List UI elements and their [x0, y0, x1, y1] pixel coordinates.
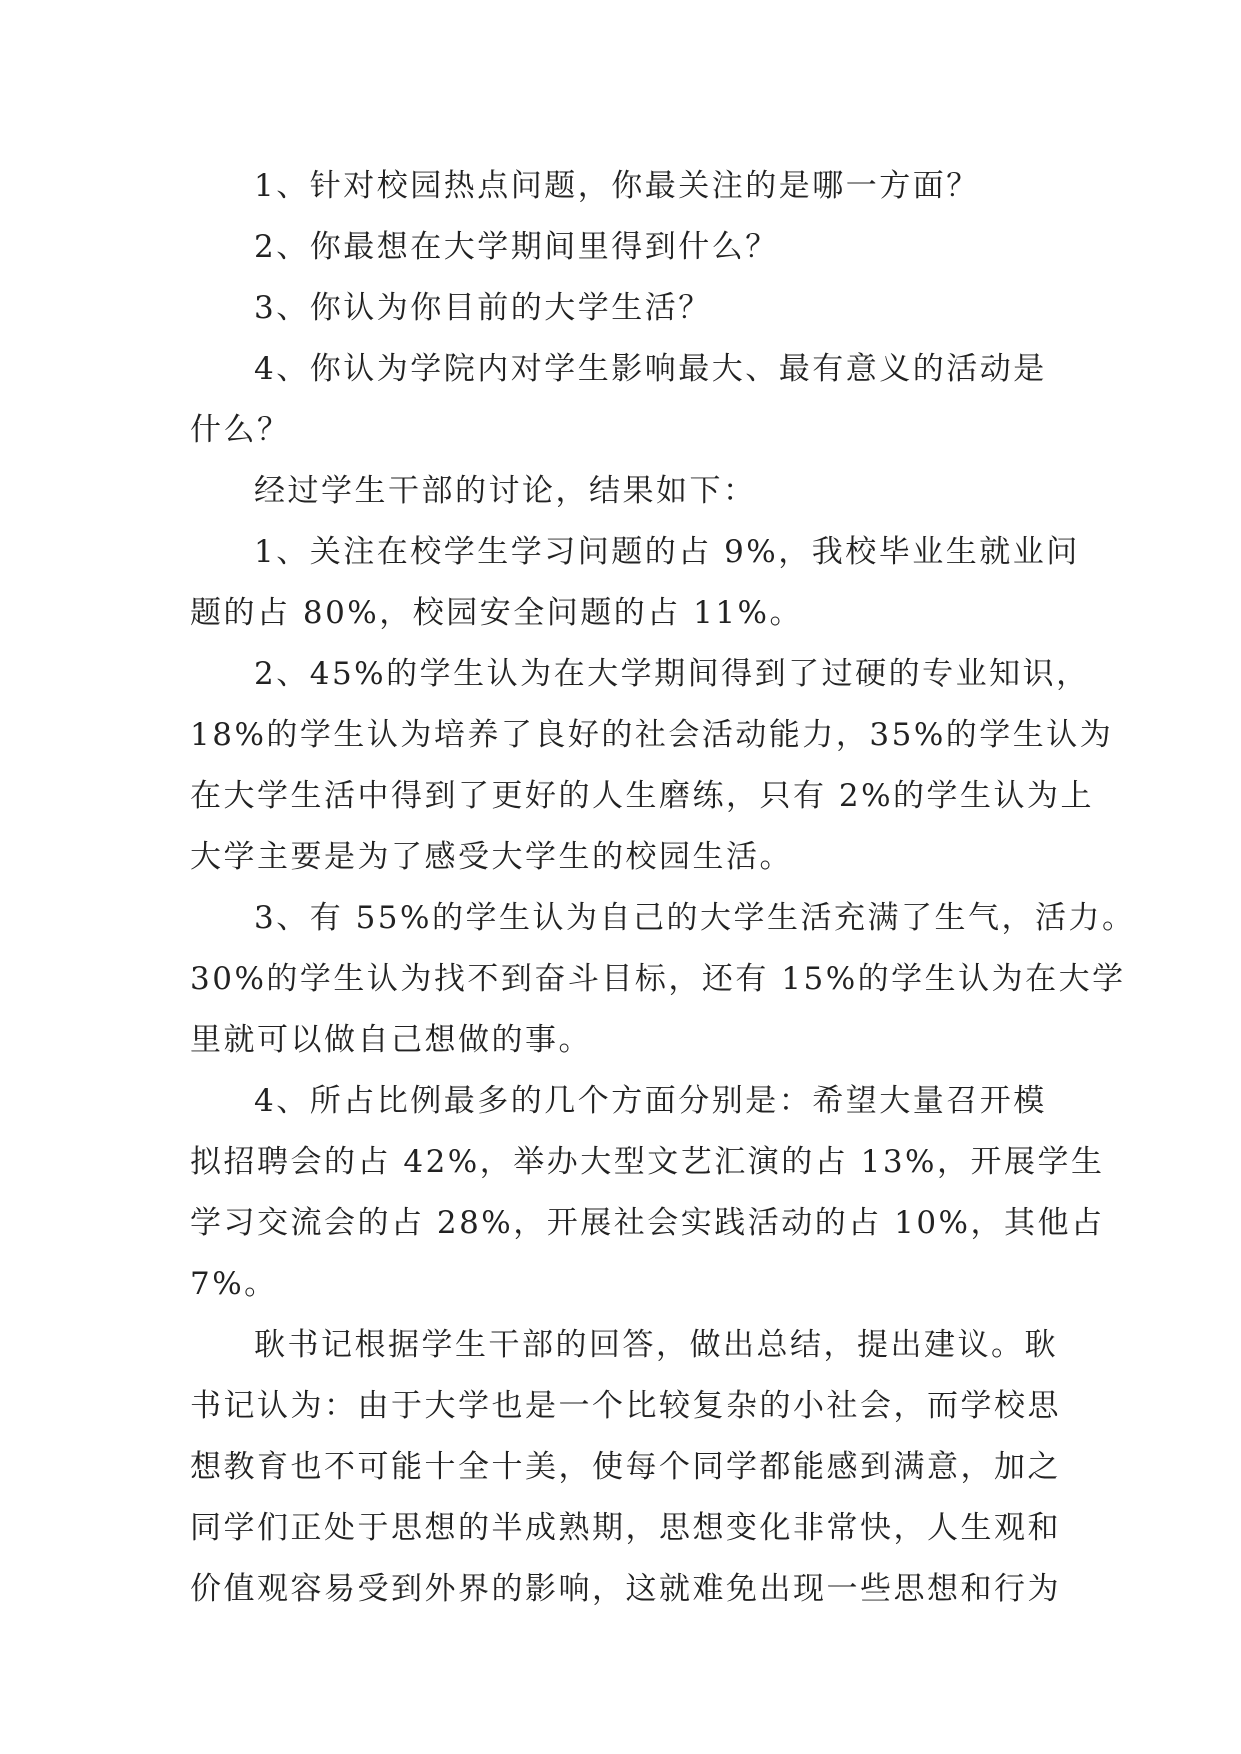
- text-line: 7%。: [190, 1266, 278, 1302]
- text-line: 2、你最想在大学期间里得到什么？: [254, 229, 779, 265]
- paragraph-question-4: [190, 339, 1050, 461]
- text-line: 大学主要是为了感受大学生的校园生活。: [190, 839, 793, 875]
- text-line: 1、针对校园热点问题，你最关注的是哪一方面？: [254, 168, 980, 204]
- text-line: 3、你认为你目前的大学生活？: [254, 290, 712, 326]
- text-line: 价值观容易受到外界的影响，这就难免出现一些思想和行为: [190, 1571, 1061, 1607]
- text-line: 拟招聘会的占 42%，举办大型文艺汇演的占 13%，开展学生: [190, 1144, 1105, 1180]
- text-line: 4、所占比例最多的几个方面分别是：希望大量召开模: [254, 1083, 1047, 1119]
- text-line: 经过学生干部的讨论，结果如下：: [254, 473, 757, 509]
- text-line: 什么？: [190, 412, 291, 448]
- text-line: 学习交流会的占 28%，开展社会实践活动的占 10%，其他占: [190, 1205, 1105, 1241]
- text-line: 耿书记根据学生干部的回答，做出总结，提出建议。耿: [254, 1327, 1058, 1363]
- paragraph-discussion-intro: [190, 461, 1050, 522]
- text-line: 1、关注在校学生学习问题的占 9%，我校毕业生就业问: [254, 534, 1080, 570]
- text-line: 30%的学生认为找不到奋斗目标，还有 15%的学生认为在大学: [190, 961, 1126, 997]
- paragraph-result-4: [190, 1071, 1105, 1315]
- text-line: 18%的学生认为培养了良好的社会活动能力，35%的学生认为: [190, 717, 1114, 753]
- paragraph-result-2: [190, 644, 1114, 888]
- document-body: [190, 156, 1136, 1620]
- paragraph-result-1: [190, 522, 1080, 644]
- text-line: 在大学生活中得到了更好的人生磨练，只有 2%的学生认为上: [190, 778, 1095, 814]
- paragraph-secretary-summary: [190, 1315, 1061, 1620]
- text-line: 想教育也不可能十全十美，使每个同学都能感到满意，加之: [190, 1449, 1061, 1485]
- text-line: 2、45%的学生认为在大学期间得到了过硬的专业知识，: [254, 656, 1090, 692]
- text-line: 4、你认为学院内对学生影响最大、最有意义的活动是: [254, 351, 1047, 387]
- text-line: 3、有 55%的学生认为自己的大学生活充满了生气，活力。: [254, 900, 1136, 936]
- text-line: 书记认为：由于大学也是一个比较复杂的小社会，而学校思: [190, 1388, 1061, 1424]
- paragraph-result-3: [190, 888, 1136, 1071]
- text-line: 题的占 80%，校园安全问题的占 11%。: [190, 595, 804, 631]
- paragraph-question-1: [190, 156, 1050, 217]
- paragraph-question-2: [190, 217, 1050, 278]
- text-line: 里就可以做自己想做的事。: [190, 1022, 592, 1058]
- text-line: 同学们正处于思想的半成熟期，思想变化非常快，人生观和: [190, 1510, 1061, 1546]
- paragraph-question-3: [190, 278, 1050, 339]
